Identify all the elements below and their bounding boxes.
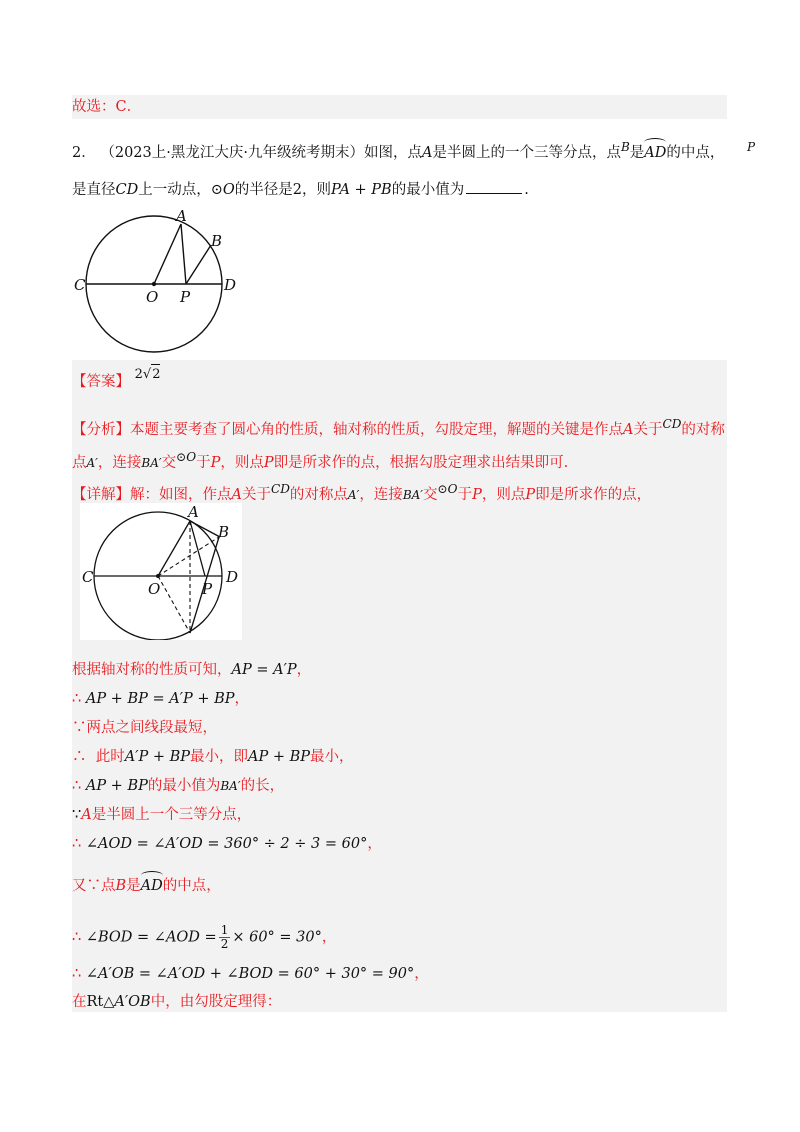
analysis-tag: 【分析】 [72,421,130,438]
figure-1 [70,208,250,358]
fig1-label-c: C [74,276,86,294]
fig2-label-d: D [226,568,239,586]
step-1: 根据轴对称的性质可知，AP = A′P， [72,662,312,678]
problem-line-1: 2． （2023上·黑龙江大庆·九年级统考期末）如图，点A是半圆上的一个三等分点，点$^B$是AD的中点， $^P$ [72,140,756,161]
step-6: ∵A是半圆上一个三等分点， [72,807,252,823]
fig2-label-c: C [82,568,94,586]
step-8: 又∵点B是AD的中点， [72,878,221,894]
step-3: ∵两点之间线段最短， [72,720,217,736]
fig1-label-b: B [211,232,223,250]
fig1-label-p: P [180,288,191,306]
answer-tag: 【答案】 [72,374,130,390]
step-2: ∴ AP + BP = A′P + BP， [72,691,250,707]
step-10: ∴ ∠A′OB = ∠A′OD + ∠BOD = 60° + 30° = 90°， [72,966,429,982]
arc-ad-2: AD [140,878,163,894]
header-answer: 故选：C． [72,99,142,115]
detail-tag: 【详解】 [72,486,130,503]
fig1-label-a: A [176,208,187,225]
header-answer-band [72,95,727,119]
detail-line-1: 【详解】解：如图，作点A关于$^{CD}$的对称点A′，连接BA′交$^{⊙O}$于P，则点P即是所求作的点， [72,482,652,503]
fig2-label-b: B [218,523,230,541]
fraction-one-half: $\frac{1}{2}$ [220,923,229,951]
fig1-label-o: O [146,288,159,306]
problem-number: 2． [72,144,96,161]
analysis-line-2: 点A′，连接BA′交$^{⊙O}$于P，则点P即是所求作的点，根据勾股定理求出结果即可. [72,450,569,471]
answer-blank [466,193,522,194]
fig2-label-p: P [202,580,213,598]
analysis-line-1: 【分析】本题主要考查了圆心角的性质，轴对称的性质，勾股定理，解题的关键是作点A关于$^{CD}$的对称 [72,417,725,438]
step-4: ∴ 此时A′P + BP最小，即AP + BP最小， [72,749,354,765]
fig1-label-d: D [224,276,237,294]
step-11: 在Rt△A′OB中，由勾股定理得： [72,994,282,1010]
figure-2 [80,503,242,640]
step-9: ∴ ∠BOD = ∠AOD = $\frac{1}{2}$ × 60° = 30°， [72,923,337,951]
step-5: ∴ AP + BP的最小值为BA′的长， [72,778,285,794]
step-7: ∴ ∠AOD = ∠A′OD = 360° ÷ 2 ÷ 3 = 60°， [72,836,382,852]
problem-line-2: 是直径CD上一动点，⊙O的半径是2，则PA + PB的最小值为 . [72,182,529,198]
answer-line [72,367,161,393]
fig2-label-o: O [148,580,161,598]
fig2-label-a: A [188,503,199,521]
problem-source: （2023上·黑龙江大庆·九年级统考期末） [100,144,364,161]
arc-ad: AD [644,144,667,161]
answer-value: 2√2 [135,367,161,382]
